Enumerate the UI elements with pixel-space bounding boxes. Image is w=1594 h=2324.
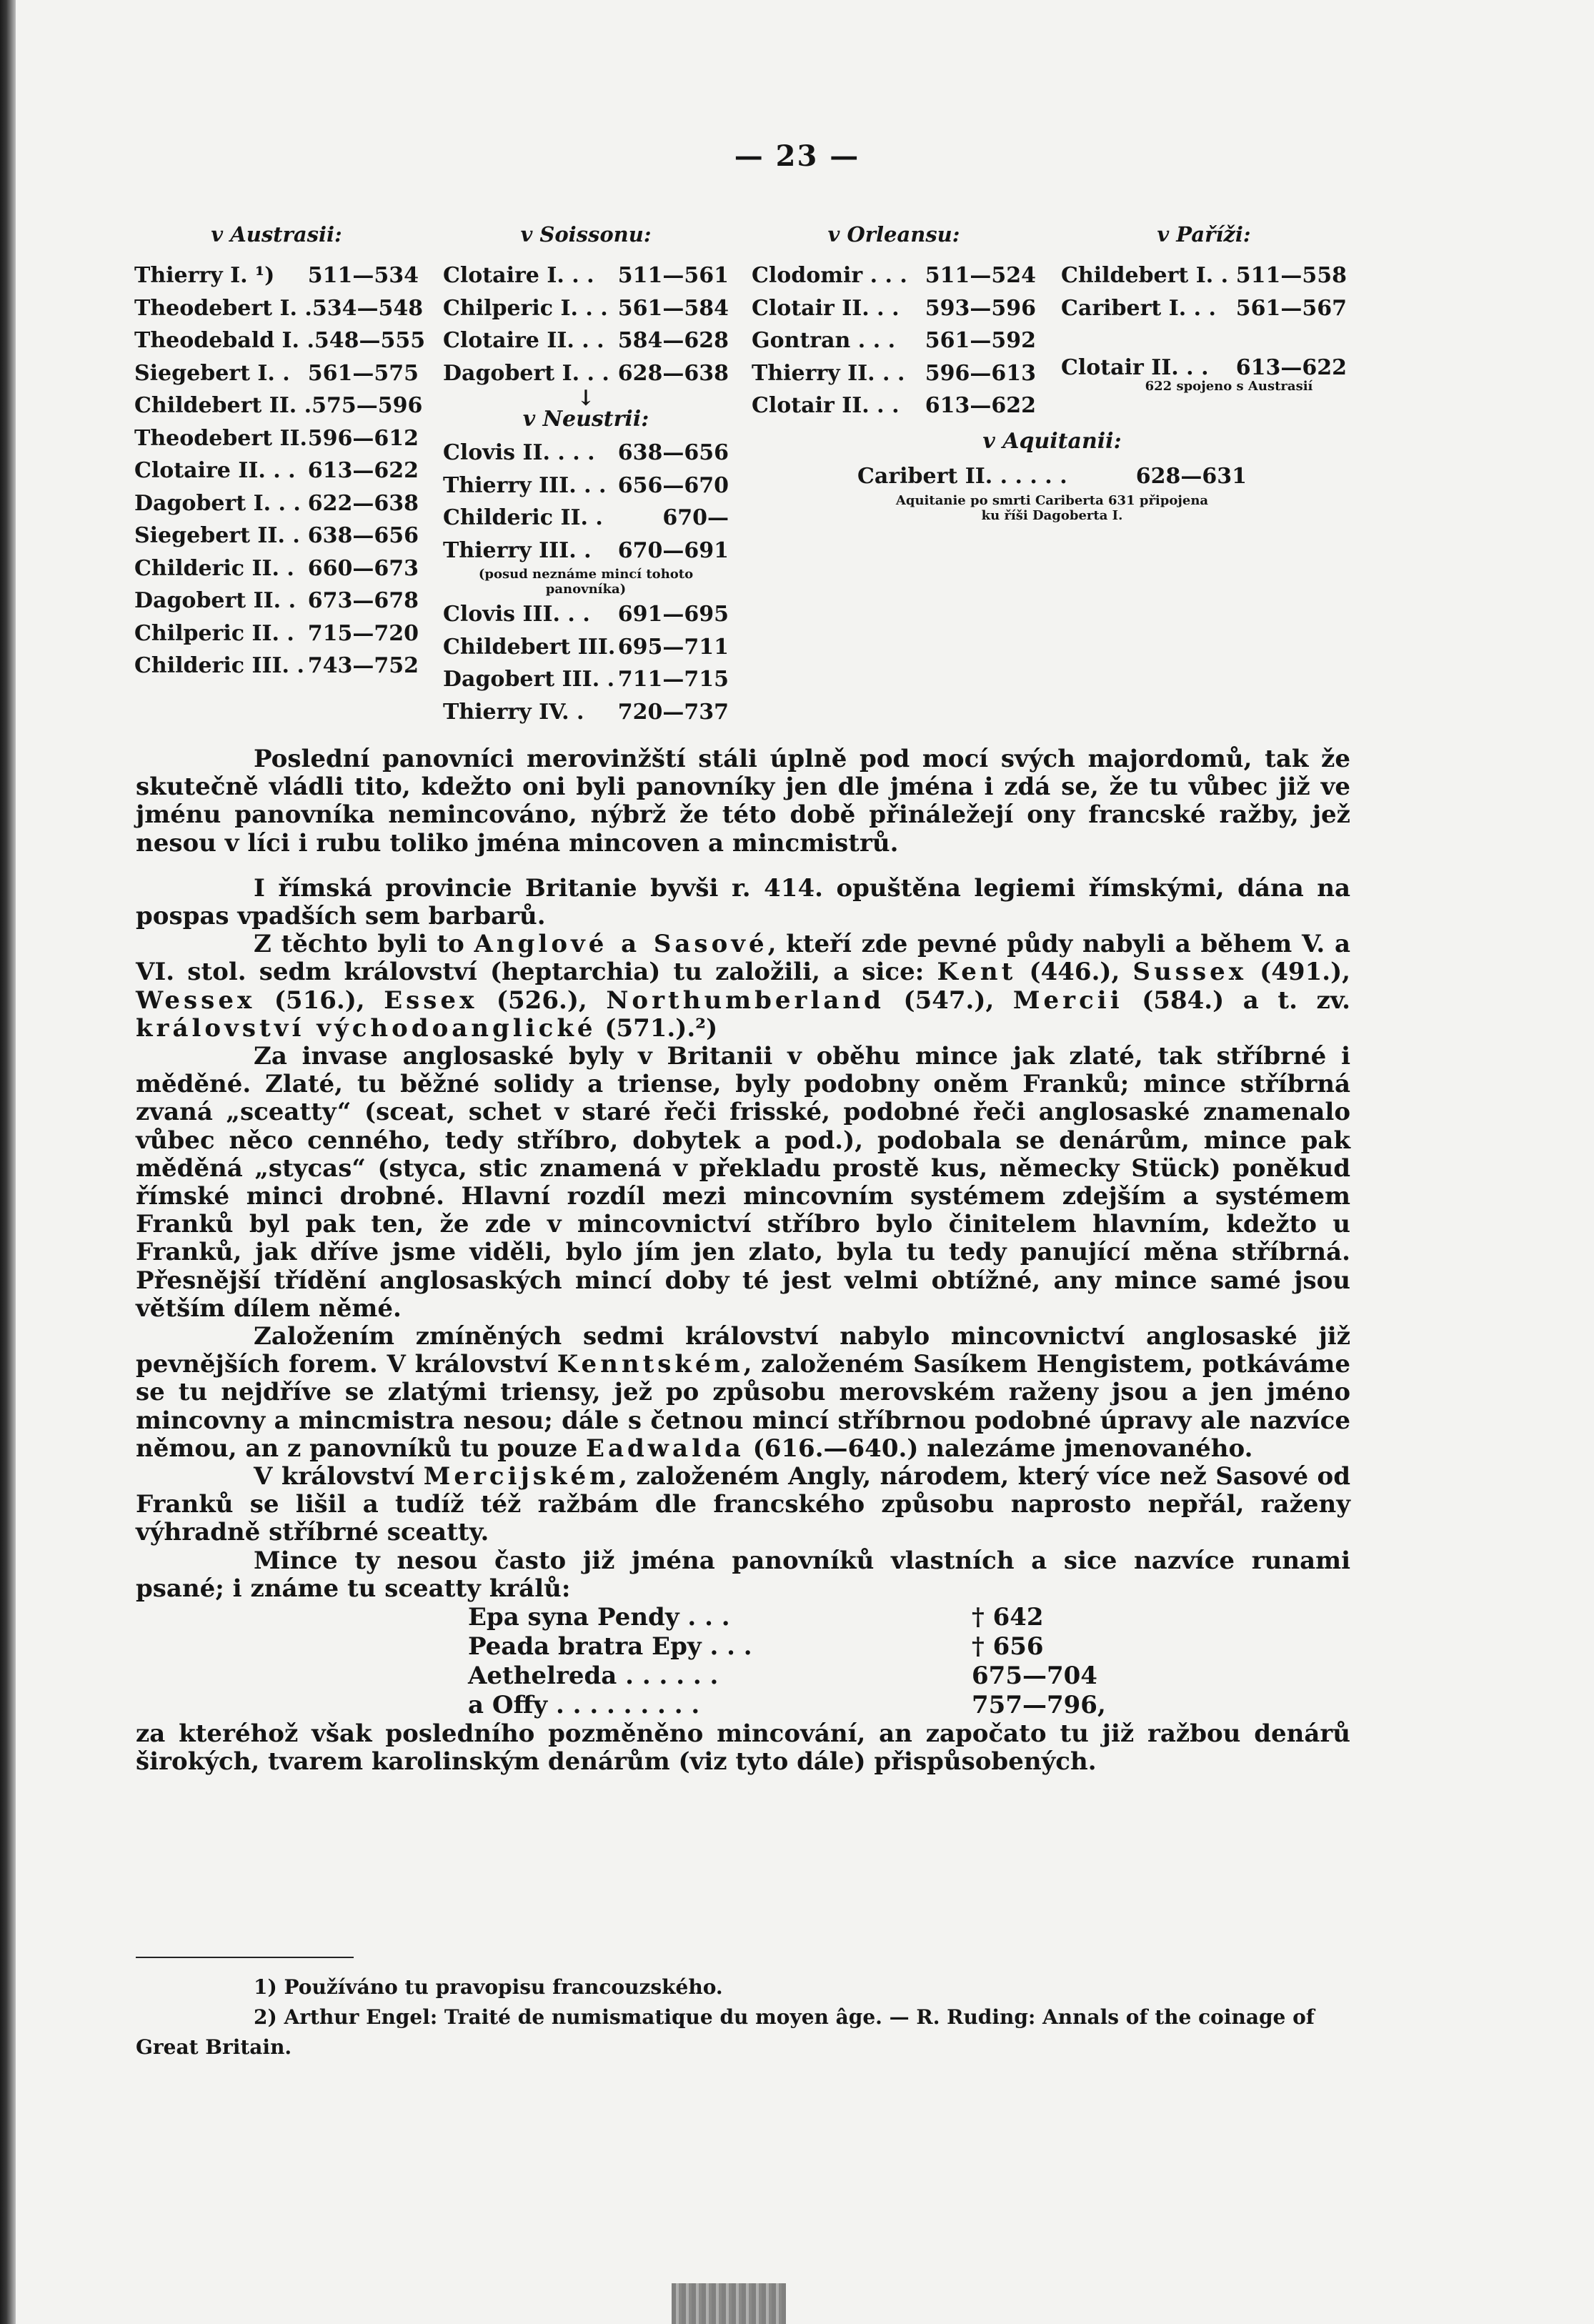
ruler-name: Childeric III. . xyxy=(134,653,304,678)
king-name: Aethelreda . . . . . . xyxy=(468,1662,719,1691)
ruler-row xyxy=(134,422,419,455)
column-heading: v Paříži: xyxy=(1157,222,1251,247)
page-number: — 23 — xyxy=(734,139,860,173)
ruler-row xyxy=(443,259,729,292)
ruler-name: Clotaire II. . . xyxy=(134,458,296,483)
spaced-term: Eadwalda xyxy=(586,1434,744,1463)
ruler-row xyxy=(134,552,419,585)
ruler-name: Thierry II. . . xyxy=(752,360,905,386)
down-arrow-icon: ↓ xyxy=(577,386,595,411)
ruler-name: Clotair II. . . xyxy=(1061,355,1209,380)
ruler-years: 593—596 xyxy=(925,295,1036,321)
footnote: 1) Používáno tu pravopisu francouzského. xyxy=(254,1975,723,1999)
ruler-name: Clotaire II. . . xyxy=(443,328,604,353)
king-date: 757—796, xyxy=(972,1691,1106,1720)
ruler-name: Childeric II. . xyxy=(134,555,294,581)
ruler-row xyxy=(134,455,419,487)
ruler-years: 695—711 xyxy=(617,634,729,660)
ruler-name: Clotaire I. . . xyxy=(443,263,594,288)
ruler-row xyxy=(134,650,419,682)
ruler-years: 561—584 xyxy=(617,295,729,321)
ruler-years: 715—720 xyxy=(307,620,419,646)
ruler-years: 511—558 xyxy=(1235,263,1347,288)
paragraph: V království Mercijském, založeném Angly, národem, který více než Sasové od Franků se lišil a tudíž též ražbám dle francského způsobu naprosto nepřál, raženy výhradně stříbrné sceatty. xyxy=(136,1462,1350,1547)
kings-list xyxy=(468,1603,1147,1720)
ruler-row xyxy=(752,389,1036,422)
ruler-name: Clovis III. . . xyxy=(443,602,590,627)
ruler-years: 743—752 xyxy=(307,653,419,678)
spaced-term: Kent xyxy=(937,958,1017,987)
ruler-years: 660—673 xyxy=(307,555,419,581)
spaced-term: Northumberland xyxy=(606,985,885,1015)
footnote: 2) Arthur Engel: Traité de numismatique du moyen âge. — R. Ruding: Annals of the coinage of Great Britain. xyxy=(136,2005,1315,2059)
paragraph: Za invase anglosaské byly v Britanii v oběhu mince jak zlaté, tak stříbrné i měděné. Zlaté, tu běžné solidy a triense, byly podobny oněm Franků; mince stříbrná zvaná „sceatty“ (sceat, schet v staré řeči frisské, podobné řeči anglosaské znamenalo vůbec něco cenného, tedy stříbro, dobytek a pod.), podobala se denárům, mince pak měděná „stycas“ (styca, stic znamená v překladu prostě kus, německy Stück) poněkud římské minci drobné. Hlavní rozdíl mezi mincovním systémem zdejším a systémem Franků byl pak ten, že zde v mincovnictví stříbro bylo činitelem hlavním, kdežto u Franků, jak dříve jsme viděli, bylo jím jen zlato, byla tu tedy panující měna stříbrná. Přesnější třídění anglosaských mincí doby té jest velmi obtížné, any mince samé jsou větším dílem němé. xyxy=(136,1042,1350,1323)
ruler-years: 720—737 xyxy=(617,699,729,725)
ruler-name: Thierry III. . . xyxy=(443,472,607,498)
ruler-years: 596—613 xyxy=(925,360,1036,386)
king-row xyxy=(468,1603,1147,1632)
ruler-years: 561—567 xyxy=(1235,295,1347,321)
ruler-row xyxy=(443,502,729,535)
column-austrasia xyxy=(134,218,426,682)
ruler-name: Childebert I. . xyxy=(1061,263,1229,288)
ruler-name: Clovis II. . . . xyxy=(443,440,595,465)
scan-artifact xyxy=(672,2283,786,2324)
ruler-row xyxy=(752,357,1036,390)
paragraph: I římská provincie Britanie byvši r. 414. opuštěna legiemi římskými, dána na pospas vpadších sem barbarů. xyxy=(136,873,1350,931)
ruler-years: 711—715 xyxy=(617,667,729,692)
ruler-row xyxy=(443,631,729,664)
column-heading: v Orleansu: xyxy=(827,222,960,247)
spaced-term: království východoanglické xyxy=(136,1013,597,1043)
ruler-name: Chilperic I. . . xyxy=(443,295,608,321)
king-name: Peada bratra Epy . . . xyxy=(468,1632,752,1662)
block-aquitania xyxy=(857,423,1247,523)
king-row xyxy=(468,1662,1147,1691)
spaced-term: Sussex xyxy=(1132,958,1247,987)
spaced-term: Wessex xyxy=(136,985,256,1015)
ruler-years: 670— xyxy=(662,505,729,530)
footnotes xyxy=(136,1972,1350,2062)
column-heading: v Austrasii: xyxy=(211,222,342,247)
ruler-name: Siegebert II. . xyxy=(134,523,300,548)
column-orleans xyxy=(752,218,1036,422)
ruler-name: Dagobert II. . xyxy=(134,588,297,613)
ruler-name: Thierry I. ¹) xyxy=(134,263,275,288)
ruler-name: Gontran . . . xyxy=(752,328,896,353)
ruler-row xyxy=(443,292,729,325)
ruler-years: 638—656 xyxy=(307,523,419,548)
ruler-name: Clodomir . . . xyxy=(752,263,907,288)
ruler-row xyxy=(134,617,419,650)
column-soissons xyxy=(443,218,729,728)
ruler-row xyxy=(134,292,424,325)
ruler-row xyxy=(443,663,729,696)
ruler-years: 561—575 xyxy=(307,360,419,386)
ruler-row xyxy=(134,259,419,292)
ruler-years: 670—691 xyxy=(617,537,729,563)
king-date: 675—704 xyxy=(972,1662,1097,1691)
rulers-list xyxy=(134,259,426,682)
ruler-years: 575—596 xyxy=(312,393,423,418)
column-subheading: v Aquitanii: xyxy=(982,429,1122,454)
ruler-years: 613—622 xyxy=(1235,355,1347,380)
column-subheading: v Neustrii: xyxy=(522,407,649,432)
ruler-name: Dagobert III. . xyxy=(443,667,615,692)
ruler-years: 511—534 xyxy=(307,263,419,288)
ruler-name: Clotair II. . . xyxy=(752,393,900,418)
ruler-years: 656—670 xyxy=(617,472,729,498)
column-note: Aquitanie po smrti Cariberta 631 připojena ku říši Dagoberta I. xyxy=(895,492,1209,523)
ruler-row xyxy=(134,357,419,390)
rulers-list xyxy=(443,259,729,389)
ruler-years: 628—631 xyxy=(1135,464,1247,489)
column-note: (posud neznáme mincí tohoto panovníka) xyxy=(478,567,694,597)
ruler-name: Thierry III. . xyxy=(443,537,592,563)
ruler-row xyxy=(134,389,423,422)
footnote-divider xyxy=(136,1957,354,1958)
column-heading: v Soissonu: xyxy=(520,222,652,247)
ruler-row xyxy=(1061,259,1347,292)
ruler-years: 673—678 xyxy=(307,588,419,613)
ruler-name: Caribert I. . . xyxy=(1061,295,1216,321)
rulers-list xyxy=(443,437,729,567)
ruler-row xyxy=(443,324,729,357)
spaced-term: Mercii xyxy=(1012,985,1123,1015)
body-text xyxy=(136,745,1350,1777)
ruler-years: 584—628 xyxy=(617,328,729,353)
ruler-name: Theodebert I. . xyxy=(134,295,312,321)
ruler-row xyxy=(443,696,729,729)
king-row xyxy=(468,1632,1147,1662)
column-note: 622 spojeno s Austrasií xyxy=(1145,378,1313,394)
ruler-row xyxy=(752,292,1036,325)
ruler-name: Theodebert II. xyxy=(134,425,307,451)
ruler-years: 511—524 xyxy=(925,263,1036,288)
ruler-years: 511—561 xyxy=(617,263,729,288)
ruler-name: Chilperic II. . xyxy=(134,620,294,646)
king-date: † 656 xyxy=(972,1632,1044,1662)
ruler-row xyxy=(1061,292,1347,325)
paragraph: Z těchto byli to Anglové a Sasové, kteří zde pevné půdy nabyli a během V. a VI. stol. sedm království (heptarchia) tu založili, a sice: Kent (446.), Sussex (491.), Wessex (516.), Essex (526.), Northumberland (547.), Mercii (584.) a t. zv. království východoanglické (571.).²) xyxy=(136,930,1351,1043)
rulers-list xyxy=(443,598,729,728)
ruler-name: Siegebert I. . xyxy=(134,360,290,386)
ruler-name: Childebert II. . xyxy=(134,393,312,418)
ruler-years: 613—622 xyxy=(307,458,419,483)
spaced-term: Mercijském xyxy=(423,1462,619,1491)
ruler-years: 534—548 xyxy=(312,295,424,321)
rulers-list xyxy=(752,259,1036,422)
ruler-years: 638—656 xyxy=(617,440,729,465)
king-row xyxy=(468,1691,1147,1720)
ruler-years: 691—695 xyxy=(617,602,729,627)
ruler-name: Clotair II. . . xyxy=(752,295,900,321)
book-binding-edge xyxy=(0,0,16,2324)
spaced-term: Anglové a Sasové xyxy=(474,930,768,959)
ruler-row xyxy=(857,460,1247,493)
ruler-row xyxy=(443,437,729,470)
column-paris xyxy=(1061,218,1347,394)
ruler-years: 548—555 xyxy=(314,328,426,353)
king-date: † 642 xyxy=(972,1603,1044,1632)
paragraph: Mince ty nesou často již jména panovníků vlastních a sice nazvíce runami psané; i známe tu sceatty králů: xyxy=(136,1546,1350,1603)
ruler-years: 622—638 xyxy=(307,490,419,516)
ruler-row xyxy=(134,520,419,552)
ruler-name: Childeric II. . xyxy=(443,505,603,530)
ruler-row xyxy=(134,585,419,617)
king-name: a Offy . . . . . . . . . xyxy=(468,1691,700,1720)
ruler-name: Caribert II. . . . . . xyxy=(857,464,1067,489)
spaced-term: Kenntském xyxy=(557,1350,744,1379)
ruler-row xyxy=(134,487,419,520)
ruler-row xyxy=(443,470,729,502)
ruler-name: Dagobert I. . . xyxy=(134,490,301,516)
ruler-name: Dagobert I. . . xyxy=(443,360,609,386)
ruler-years: 561—592 xyxy=(925,328,1036,353)
ruler-years: 628—638 xyxy=(617,360,729,386)
ruler-name: Theodebald I. . xyxy=(134,328,314,353)
ruler-row xyxy=(752,324,1036,357)
ruler-row xyxy=(134,324,426,357)
ruler-row xyxy=(443,535,729,567)
paragraph: Založením zmíněných sedmi království nabylo mincovnictví anglosaské již pevnějších forem. V království Kenntském, založeném Sasíkem Hengistem, potkáváme se tu nejdříve se zlatými triensy, jež po způsobu merovském raženy jsou a jen jméno mincovny a mincmistra nesou; dále s četnou mincí stříbrnou podobné úpravy ale nazvíce němou, an z panovníků tu pouze Eadwalda (616.—640.) nalezáme jmenovaného. xyxy=(136,1322,1350,1463)
ruler-row xyxy=(443,598,729,631)
ruler-years: 596—612 xyxy=(307,425,419,451)
paragraph: za kteréhož však posledního pozměněno mincování, an započato tu již ražbou denárů širokých, tvarem karolinským denárům (viz tyto dále) přispůsobených. xyxy=(136,1719,1350,1777)
spaced-term: Essex xyxy=(384,985,478,1015)
ruler-row xyxy=(752,259,1036,292)
ruler-name: Childebert III. xyxy=(443,634,616,660)
king-name: Epa syna Pendy . . . xyxy=(468,1603,730,1632)
ruler-row xyxy=(443,357,729,390)
ruler-name: Thierry IV. . xyxy=(443,699,584,725)
ruler-years: 613—622 xyxy=(925,393,1036,418)
rulers-list xyxy=(1061,259,1347,324)
paragraph: Poslední panovníci merovinžští stáli úplně pod mocí svých majordomů, tak že skutečně vládli tito, kdežto oni byli panovníky jen dle jména i zdá se, že tu vůbec již ve jménu panovníka nemincováno, nýbrž že této době přináležejí ony francské ražby, jež nesou v líci i rubu toliko jména mincoven a mincmistrů. xyxy=(136,745,1350,858)
